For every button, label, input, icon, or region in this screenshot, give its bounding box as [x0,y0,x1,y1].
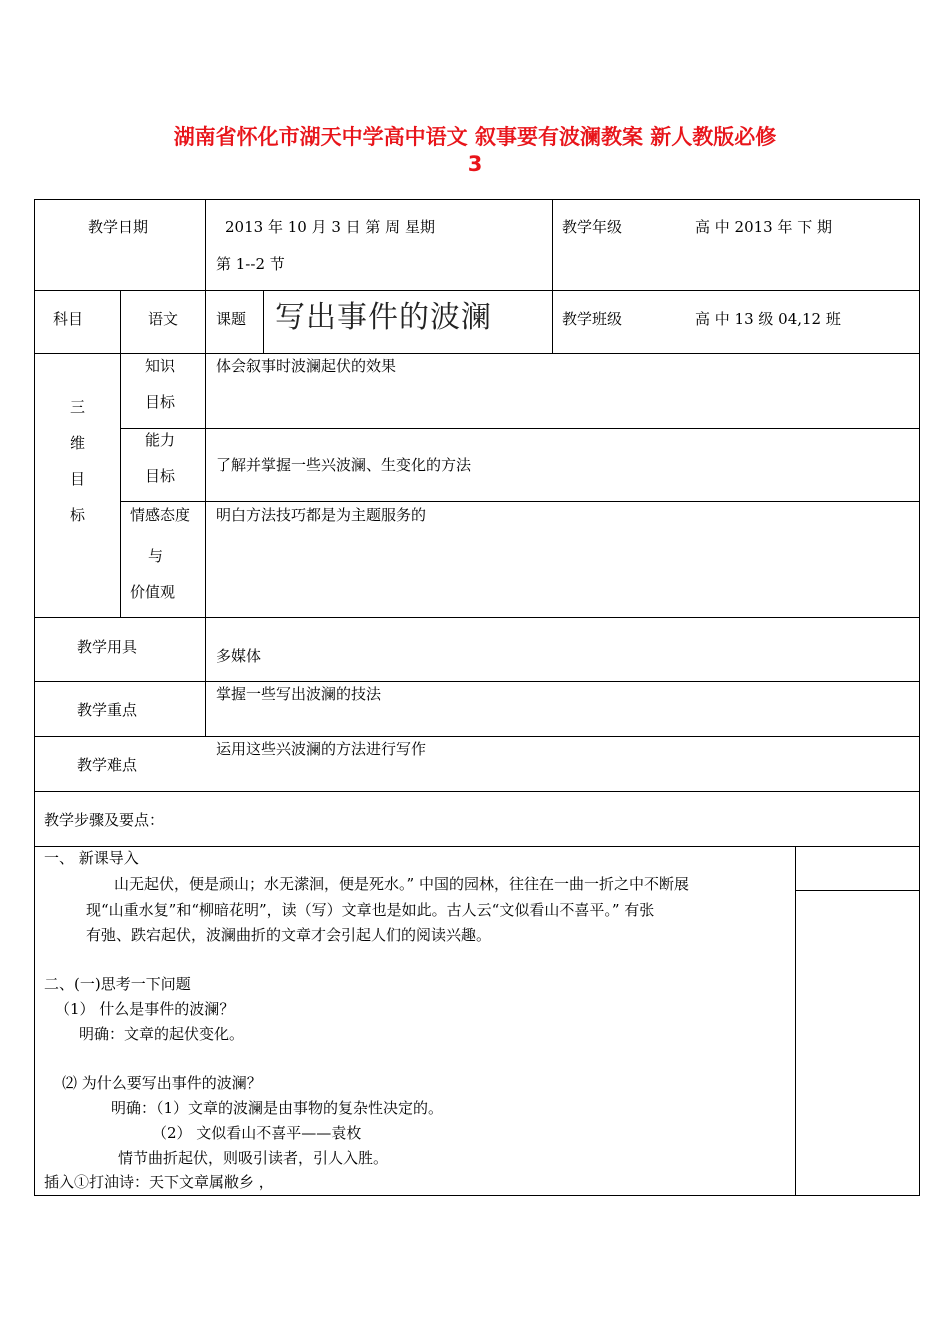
row-divider [34,681,920,682]
column-divider [120,290,121,617]
ability-label: 能力 [145,431,176,449]
row-divider [34,353,920,354]
tools-value: 多媒体 [216,647,262,665]
subject-label: 科目 [53,310,84,328]
goals-label-char: 目 [70,470,86,488]
step-line: ⑵ 为什么要写出事件的波澜？ [62,1074,262,1092]
column-divider [552,199,553,354]
topic-value: 写出事件的波澜 [275,300,492,335]
difficulty-value: 运用这些兴波澜的方法进行写作 [216,740,427,758]
grade-value: 高 中 2013 年 下 期 [695,218,833,236]
key-value: 掌握一些写出波澜的技法 [216,685,382,703]
step-line: 山无起伏，便是顽山；水无潆洄，便是死水。” 中国的园林，往往在一曲一折之中不断展 [114,875,689,893]
subject-value: 语文 [148,310,179,328]
row-divider [34,290,920,291]
step-line: 明确：文章的起伏变化。 [79,1025,245,1043]
grade-label: 教学年级 [562,218,623,236]
row-divider [795,890,920,891]
column-divider [205,199,206,291]
tools-label: 教学用具 [77,638,138,656]
document-title: 湖南省怀化市湖天中学高中语文 叙事要有波澜教案 新人教版必修 [173,125,777,149]
class-value: 高 中 13 级 04,12 班 [695,310,841,328]
column-divider [263,290,264,354]
goals-label-char: 三 [70,398,86,416]
step-line: 一、 新课导入 [44,849,139,867]
row-divider [34,736,920,737]
ability-value: 了解并掌握一些兴波澜、生变化的方法 [216,456,472,474]
steps-label: 教学步骤及要点： [44,811,165,829]
column-divider [205,290,206,737]
row-divider [120,428,920,429]
row-divider [34,617,920,618]
step-line: 插入①打油诗：天下文章属敝乡 ， [44,1173,274,1191]
topic-label: 课题 [216,310,247,328]
teaching-steps-table [34,846,920,1196]
date-label: 教学日期 [88,218,149,236]
step-line: （1） 什么是事件的波澜？ [55,1000,235,1018]
knowledge-label: 目标 [145,393,176,411]
step-line: 情节曲折起伏，则吸引读者，引人入胜。 [118,1149,389,1167]
key-label: 教学重点 [77,701,138,719]
goals-label-char: 标 [70,506,86,524]
step-line: （2） 文似看山不喜平——袁枚 [152,1124,362,1142]
difficulty-label: 教学难点 [77,756,138,774]
step-line: 明确：（1）文章的波澜是由事物的复杂性决定的。 [111,1099,444,1117]
document-title-continued: 3 [467,152,483,176]
class-label: 教学班级 [562,310,623,328]
column-divider [795,846,796,1196]
emotion-label: 情感态度 [130,506,191,524]
emotion-label: 与 [148,547,164,565]
step-line: 现“山重水复”和“柳暗花明”，读（写）文章也是如此。古人云“文似看山不喜平。” 有张 [86,901,655,919]
goals-label-char: 维 [70,434,86,452]
emotion-value: 明白方法技巧都是为主题服务的 [216,506,427,524]
emotion-label: 价值观 [130,583,176,601]
row-divider [120,501,920,502]
date-value: 2013 年 10 月 3 日 第 周 星期 [225,218,435,236]
step-line: 有弛、跌宕起伏，波澜曲折的文章才会引起人们的阅读兴趣。 [86,926,492,944]
period-value: 第 1--2 节 [216,255,285,273]
row-divider [34,791,920,792]
knowledge-value: 体会叙事时波澜起伏的效果 [216,357,397,375]
step-line: 二、(一)思考一下问题 [44,975,191,993]
ability-label: 目标 [145,467,176,485]
knowledge-label: 知识 [145,357,176,375]
